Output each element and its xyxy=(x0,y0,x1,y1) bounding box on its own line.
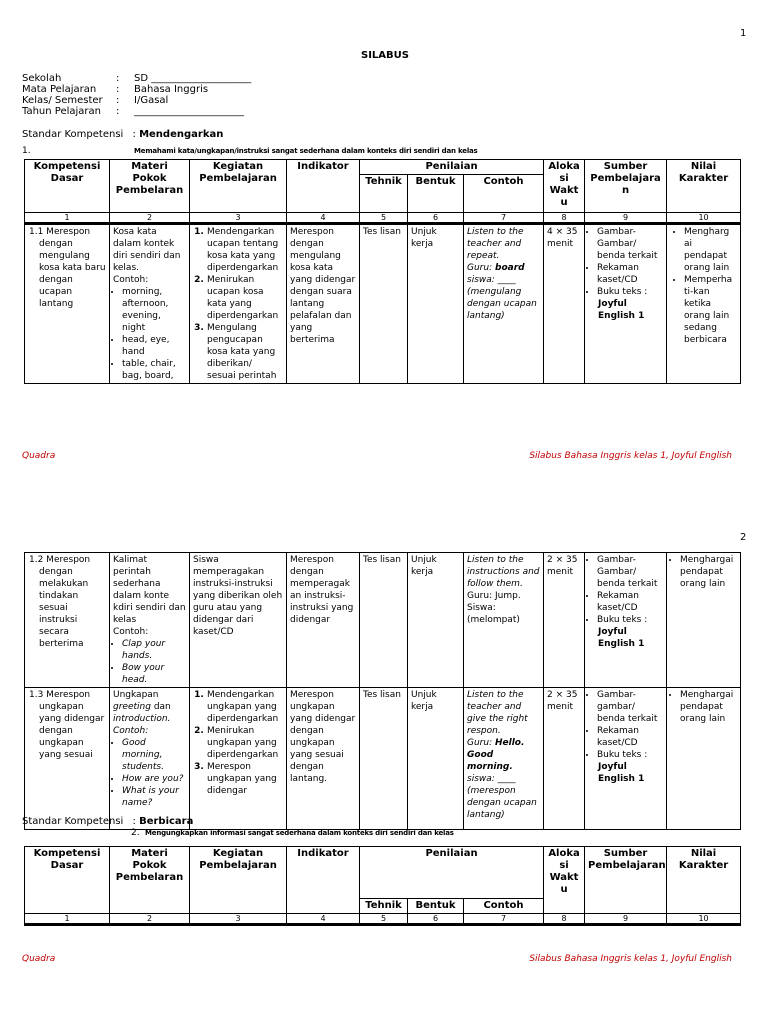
alokasi-cell: 2 × 35 menit xyxy=(544,553,585,688)
contoh-text: Guru: xyxy=(467,738,493,748)
tehnik-cell: Tes lisan xyxy=(360,688,408,830)
footer-left: Quadra xyxy=(22,954,56,964)
col-number: 3 xyxy=(190,914,287,925)
col-number: 4 xyxy=(287,914,360,925)
info-sep: : xyxy=(116,106,120,117)
kd-cell: 1.3 Merespon ungkapan yang didengar dengan ungkapan yang sesuai xyxy=(25,688,110,830)
standar-value: Mendengarkan xyxy=(139,129,224,140)
kegiatan-cell xyxy=(190,688,287,830)
list-item: 1. Mendengarkan ungkapan yang diperdengarkan xyxy=(207,689,283,725)
list-item: • head, eye, hand xyxy=(122,334,186,358)
materi-text: Ungkapan xyxy=(113,690,159,700)
footer-right: Silabus Bahasa Inggris kelas 1, Joyful English xyxy=(529,954,732,964)
bentuk-cell: Unjuk kerja xyxy=(408,688,464,830)
materi-text: greeting xyxy=(113,702,151,712)
list-item: • Menghargai pendapat orang lain xyxy=(680,689,737,725)
standar-item: Memahami kata/ungkapan/instruksi sangat sederhana dalam konteks diri sendiri dan kelas xyxy=(134,147,478,155)
contoh-text: Guru: xyxy=(467,263,493,273)
header-tehnik: Tehnik xyxy=(360,175,408,213)
materi-intro: Kosa kata dalam kontek diri sendiri dan kelas. xyxy=(113,227,181,273)
page-title: SILABUS xyxy=(361,50,409,61)
header-bentuk: Bentuk xyxy=(408,899,464,914)
info-value: I/Gasal xyxy=(134,95,169,106)
sumber-book: Joyful English 1 xyxy=(598,627,645,649)
materi-contoh: Contoh: xyxy=(113,726,149,736)
col-number: 5 xyxy=(360,914,408,925)
school-info xyxy=(22,73,257,117)
info-sep: : xyxy=(116,95,120,106)
info-value: SD ____________________ xyxy=(134,73,252,84)
header-nilai: Nilai Karakter xyxy=(667,160,741,213)
materi-cell xyxy=(110,553,190,688)
materi-text: dan xyxy=(153,702,171,712)
col-number: 6 xyxy=(408,213,464,224)
header-sumber: Sumber Pembelajara n xyxy=(585,160,667,213)
col-number: 3 xyxy=(190,213,287,224)
info-value: ______________________ xyxy=(134,106,244,117)
header-nilai: Nilai Karakter xyxy=(667,847,741,914)
list-item: • Clap your hands. xyxy=(122,638,186,662)
header-penilaian: Penilaian xyxy=(360,847,544,899)
list-item: • Mengharg ai pendapat orang lain xyxy=(684,226,737,274)
list-item: • Buku teks : xyxy=(597,286,663,298)
col-number: 10 xyxy=(667,914,741,925)
col-number: 8 xyxy=(544,914,585,925)
sumber-book: Joyful English 1 xyxy=(598,762,645,784)
standar-label: Standar Kompetensi xyxy=(22,129,124,140)
alokasi-cell: 4 × 35 menit xyxy=(544,224,585,384)
info-value: Bahasa Inggris xyxy=(134,84,209,95)
contoh-cell xyxy=(464,688,544,830)
info-sep: : xyxy=(116,84,120,95)
standar-label: Standar Kompetensi xyxy=(22,816,124,827)
col-number: 9 xyxy=(585,213,667,224)
header-kompetensi: Kompetensi Dasar xyxy=(25,160,110,213)
kd-cell: 1.2 Merespon dengan melakukan tindakan sesuai instruksi secara berterima xyxy=(25,553,110,688)
info-label: Mata Pelajaran xyxy=(22,84,97,95)
info-label: Sekolah xyxy=(22,73,62,84)
list-item: • Gambar- gambar/ benda terkait xyxy=(597,689,663,725)
contoh-text: Listen to the teacher and repeat. xyxy=(467,227,524,261)
info-label: Tahun Pelajaran xyxy=(22,106,101,117)
footer-left: Quadra xyxy=(22,451,56,461)
contoh-text: siswa: ____ (mengulang dengan ucapan lantang) xyxy=(467,275,537,321)
col-number: 7 xyxy=(464,914,544,925)
header-alokasi: Aloka si Wakt u xyxy=(544,847,585,914)
header-materi: Materi Pokok Pembelaran xyxy=(110,847,190,914)
list-item: • How are you? xyxy=(122,773,186,785)
header-penilaian: Penilaian xyxy=(360,160,544,175)
standar-sep: : xyxy=(132,816,136,827)
list-item: • Buku teks : xyxy=(597,749,663,761)
contoh-text: Guru: Jump. xyxy=(467,591,521,601)
col-number: 5 xyxy=(360,213,408,224)
header-sumber: Sumber Pembelajaran xyxy=(585,847,667,914)
syllabus-table-2 xyxy=(24,552,741,830)
page-number: 2 xyxy=(740,532,747,543)
col-number: 6 xyxy=(408,914,464,925)
materi-text: introduction. xyxy=(113,714,171,724)
col-number: 1 xyxy=(25,914,110,925)
header-kompetensi: Kompetensi Dasar xyxy=(25,847,110,914)
header-kegiatan: Kegiatan Pembelajaran xyxy=(190,160,287,213)
kegiatan-cell xyxy=(190,224,287,384)
info-label: Kelas/ Semester xyxy=(22,95,103,106)
materi-cell xyxy=(110,224,190,384)
list-item: • Menghargai pendapat orang lain xyxy=(680,554,737,590)
header-contoh: Contoh xyxy=(464,899,544,914)
table-row xyxy=(25,224,741,384)
list-item: • Good morning, students. xyxy=(122,737,186,773)
col-number: 10 xyxy=(667,213,741,224)
header-indikator: Indikator xyxy=(287,160,360,213)
standar-item: Mengungkapkan informasi sangat sederhana dalam konteks diri sendiri dan kelas xyxy=(145,829,454,837)
header-bentuk: Bentuk xyxy=(408,175,464,213)
header-contoh: Contoh xyxy=(464,175,544,213)
nilai-cell xyxy=(667,688,741,830)
contoh-text: Siswa: (melompat) xyxy=(467,603,520,625)
list-item: • Rekaman kaset/CD xyxy=(597,725,663,749)
syllabus-table-3 xyxy=(24,846,741,926)
col-number: 4 xyxy=(287,213,360,224)
list-item: • table, chair, bag, board, xyxy=(122,358,186,382)
contoh-cell xyxy=(464,553,544,688)
list-item: • morning, afternoon, evening, night xyxy=(122,286,186,334)
table-row xyxy=(25,553,741,688)
contoh-text: Hello. Good morning. xyxy=(467,738,525,772)
list-item: • Memperha ti-kan ketika orang lain sedang berbicara xyxy=(684,274,737,346)
materi-text: Kalimat perintah sederhana dalam konte kdiri sendiri dan kelas xyxy=(113,555,186,625)
contoh-text: Listen to the teacher and give the right respon. xyxy=(467,690,528,736)
nilai-cell xyxy=(667,224,741,384)
contoh-text: board xyxy=(495,263,525,273)
materi-cell xyxy=(110,688,190,830)
standar-kompetensi-2 xyxy=(22,816,193,827)
sumber-cell xyxy=(585,224,667,384)
list-item: • Rekaman kaset/CD xyxy=(597,590,663,614)
col-number: 8 xyxy=(544,213,585,224)
tehnik-cell: Tes lisan xyxy=(360,553,408,688)
header-materi: Materi Pokok Pembelaran xyxy=(110,160,190,213)
info-sep: : xyxy=(116,73,120,84)
kegiatan-cell: Siswa memperagakan instruksi-instruksi yang diberikan oleh guru atau yang didengar dari kaset/CD xyxy=(190,553,287,688)
col-number: 9 xyxy=(585,914,667,925)
sumber-book: Joyful English 1 xyxy=(598,299,645,321)
contoh-cell xyxy=(464,224,544,384)
header-kegiatan: Kegiatan Pembelajaran xyxy=(190,847,287,914)
kd-cell: 1.1 Merespon dengan mengulang kosa kata baru dengan ucapan lantang xyxy=(25,224,110,384)
standar-kompetensi xyxy=(22,129,223,140)
standar-sep: : xyxy=(132,129,136,140)
standar-value: Berbicara xyxy=(139,816,194,827)
indikator-cell: Merespon dengan memperagak an instruksi-instruksi yang didengar xyxy=(287,553,360,688)
standar-item-no: 2. xyxy=(131,828,140,838)
list-item: • Rekaman kaset/CD xyxy=(597,262,663,286)
contoh-text: Listen to the instructions and follow them. xyxy=(467,555,540,589)
list-item: 2. Menirukan ucapan kosa kata yang diperdengarkan xyxy=(207,274,283,322)
sumber-cell xyxy=(585,553,667,688)
header-tehnik: Tehnik xyxy=(360,899,408,914)
list-item: • Bow your head. xyxy=(122,662,186,686)
page-number: 1 xyxy=(740,28,747,39)
list-item: 3. Mengulang pengucapan kosa kata yang diberikan/ sesuai perintah xyxy=(207,322,283,382)
contoh-text: siswa: ____ (merespon dengan ucapan lantang) xyxy=(467,774,537,820)
standar-item-no: 1. xyxy=(22,146,31,156)
sumber-cell xyxy=(585,688,667,830)
indikator-cell: Merespon dengan mengulang kosa kata yang didengar dengan suara lantang pelafalan dan yang berterima xyxy=(287,224,360,384)
materi-contoh: Contoh: xyxy=(113,627,149,637)
table-row xyxy=(25,688,741,830)
materi-contoh: Contoh: xyxy=(113,275,149,285)
list-item: 2. Menirukan ungkapan yang diperdengarkan xyxy=(207,725,283,761)
list-item: • What is your name? xyxy=(122,785,186,809)
bentuk-cell: Unjuk kerja xyxy=(408,553,464,688)
syllabus-table-1 xyxy=(24,159,741,384)
tehnik-cell: Tes lisan xyxy=(360,224,408,384)
col-number: 7 xyxy=(464,213,544,224)
alokasi-cell: 2 × 35 menit xyxy=(544,688,585,830)
list-item: 3. Merespon ungkapan yang didengar xyxy=(207,761,283,797)
list-item: • Gambar- Gambar/ benda terkait xyxy=(597,554,663,590)
col-number: 2 xyxy=(110,914,190,925)
indikator-cell: Merespon ungkapan yang didengar dengan ungkapan yang sesuai dengan lantang. xyxy=(287,688,360,830)
nilai-cell xyxy=(667,553,741,688)
col-number: 2 xyxy=(110,213,190,224)
header-alokasi: Aloka si Wakt u xyxy=(544,160,585,213)
list-item: • Gambar- Gambar/ benda terkait xyxy=(597,226,663,262)
header-indikator: Indikator xyxy=(287,847,360,914)
col-number: 1 xyxy=(25,213,110,224)
list-item: • Buku teks : xyxy=(597,614,663,626)
footer-right: Silabus Bahasa Inggris kelas 1, Joyful English xyxy=(529,451,732,461)
list-item: 1. Mendengarkan ucapan tentang kosa kata yang diperdengarkan xyxy=(207,226,283,274)
bentuk-cell: Unjuk kerja xyxy=(408,224,464,384)
